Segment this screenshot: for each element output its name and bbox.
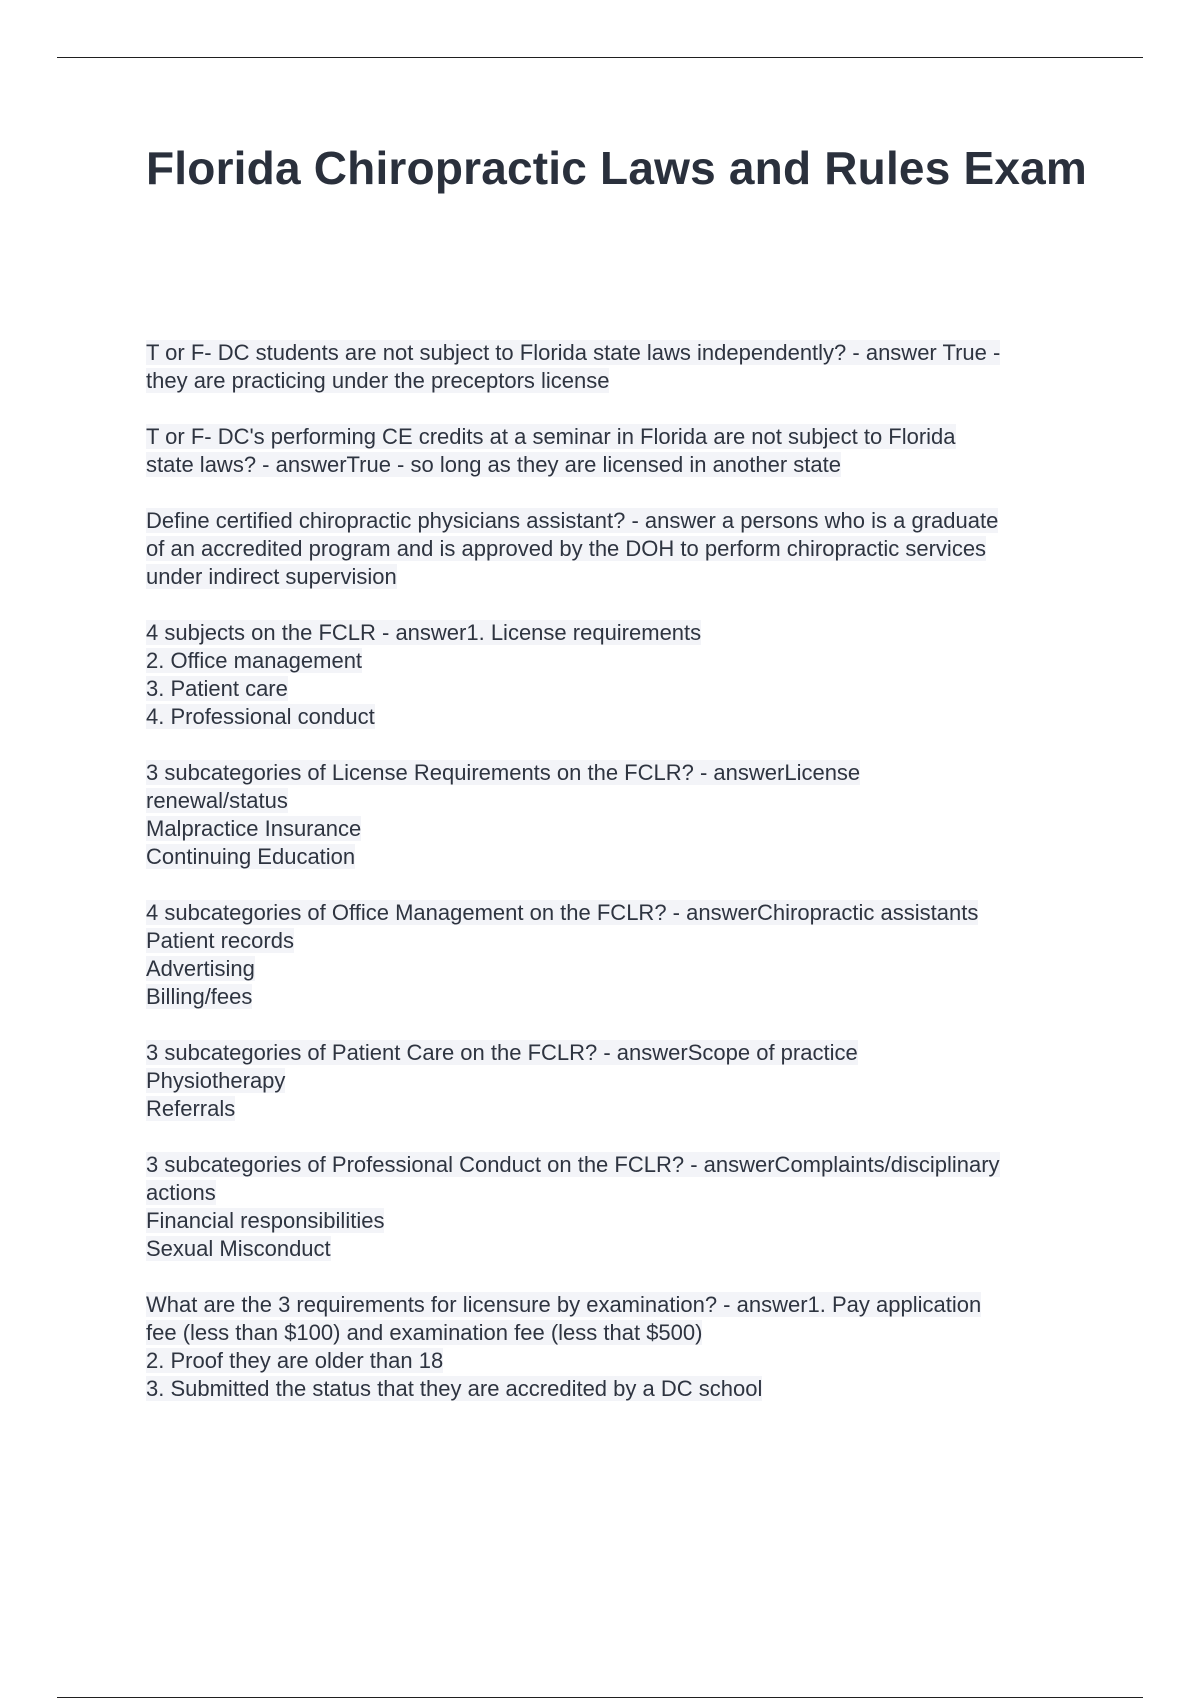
qa-line: 3. Patient care	[146, 676, 288, 701]
qa-line: 4 subcategories of Office Management on the FCLR? - answerChiropractic assistants	[146, 900, 979, 925]
qa-item	[146, 759, 1096, 871]
qa-line: 4. Professional conduct	[146, 704, 375, 729]
qa-line: they are practicing under the preceptors license	[146, 368, 610, 393]
qa-line: Define certified chiropractic physicians assistant? - answer a persons who is a graduate	[146, 508, 999, 533]
qa-line: What are the 3 requirements for licensure by examination? - answer1. Pay application	[146, 1292, 982, 1317]
qa-line: renewal/status	[146, 788, 288, 813]
bottom-rule	[57, 1697, 1143, 1698]
qa-line: 2. Proof they are older than 18	[146, 1348, 444, 1373]
top-rule	[57, 57, 1143, 58]
qa-line: Advertising	[146, 956, 255, 981]
qa-line: 3 subcategories of Patient Care on the FCLR? - answerScope of practice	[146, 1040, 858, 1065]
qa-item	[146, 1151, 1096, 1263]
qa-line: Billing/fees	[146, 984, 253, 1009]
qa-line: of an accredited program and is approved by the DOH to perform chiropractic services	[146, 536, 987, 561]
qa-line: 3 subcategories of License Requirements on the FCLR? - answerLicense	[146, 760, 861, 785]
qa-item	[146, 619, 1096, 731]
qa-line: 2. Office management	[146, 648, 363, 673]
qa-line: Physiotherapy	[146, 1068, 286, 1093]
qa-line: Patient records	[146, 928, 294, 953]
qa-line: Malpractice Insurance	[146, 816, 362, 841]
qa-line: Financial responsibilities	[146, 1208, 385, 1233]
qa-line: Referrals	[146, 1096, 236, 1121]
qa-line: Continuing Education	[146, 844, 356, 869]
qa-item	[146, 423, 1096, 479]
qa-item	[146, 1039, 1096, 1123]
qa-line: 3 subcategories of Professional Conduct on the FCLR? - answerComplaints/disciplinary	[146, 1152, 1000, 1177]
qa-line: T or F- DC's performing CE credits at a seminar in Florida are not subject to Florida	[146, 424, 956, 449]
qa-line: Sexual Misconduct	[146, 1236, 331, 1261]
qa-line: actions	[146, 1180, 216, 1205]
qa-list	[146, 339, 1096, 1431]
qa-line: T or F- DC students are not subject to Florida state laws independently? - answer True -	[146, 340, 1001, 365]
qa-line: 3. Submitted the status that they are accredited by a DC school	[146, 1376, 763, 1401]
page-title: Florida Chiropractic Laws and Rules Exam	[146, 142, 1088, 194]
qa-item	[146, 1291, 1096, 1403]
qa-line: fee (less than $100) and examination fee (less that $500)	[146, 1320, 703, 1345]
qa-item	[146, 507, 1096, 591]
qa-line: 4 subjects on the FCLR - answer1. License requirements	[146, 620, 702, 645]
qa-line: under indirect supervision	[146, 564, 397, 589]
qa-item	[146, 339, 1096, 395]
qa-line: state laws? - answerTrue - so long as they are licensed in another state	[146, 452, 841, 477]
qa-item	[146, 899, 1096, 1011]
